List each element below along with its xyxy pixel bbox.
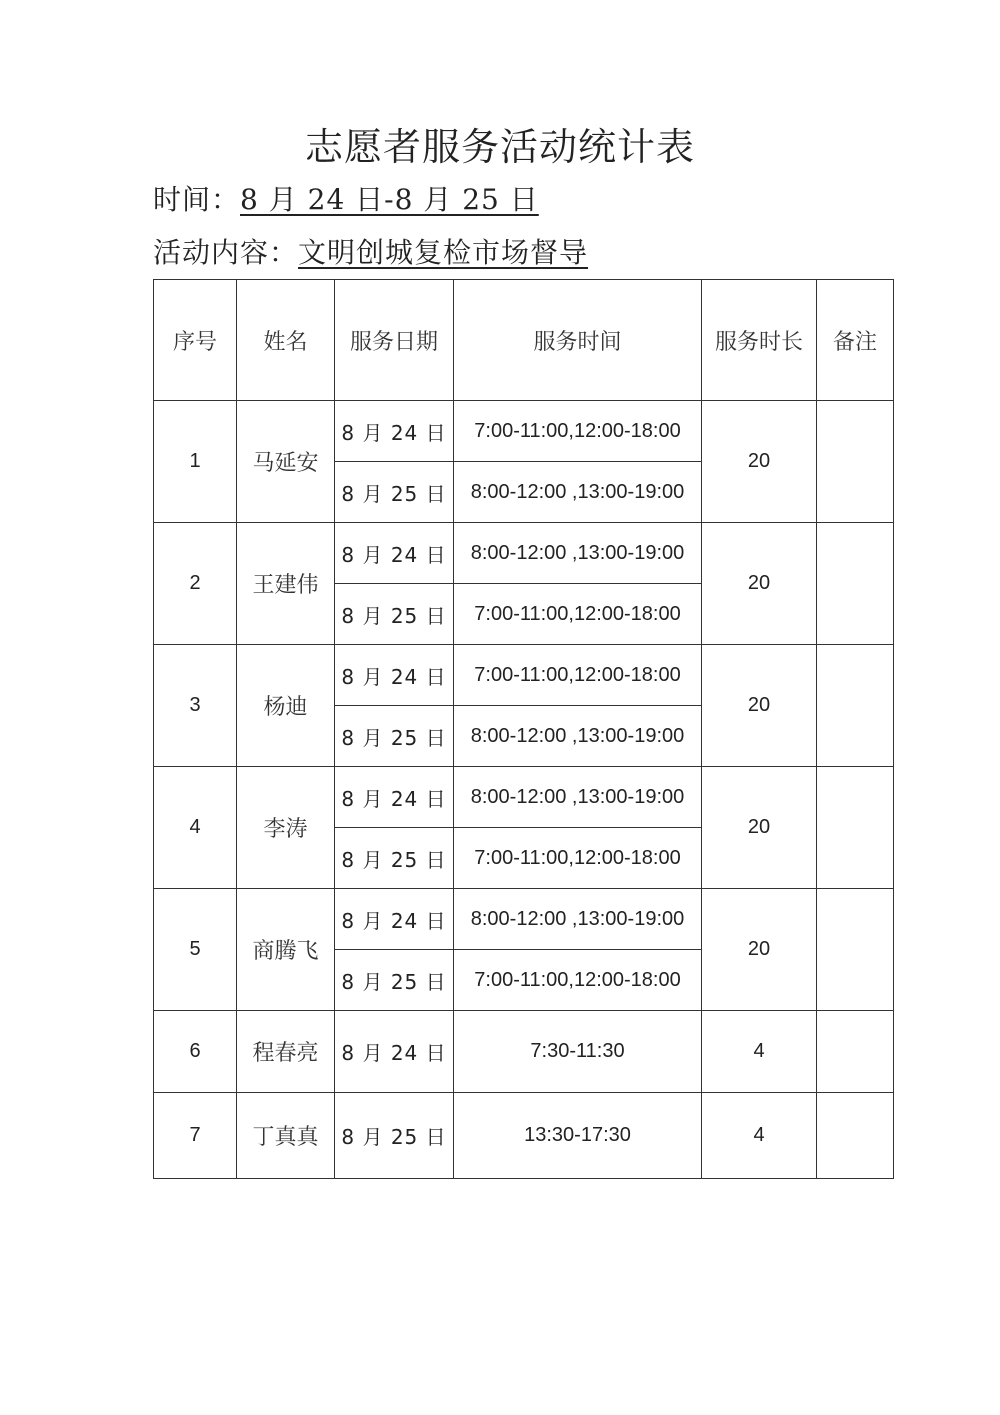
table-row bbox=[154, 401, 894, 462]
note-cell bbox=[817, 523, 894, 645]
note-cell bbox=[817, 401, 894, 523]
time-value: 8 月 24 日-8 月 25 日 bbox=[240, 183, 539, 216]
page-title: 志愿者服务活动统计表 bbox=[304, 125, 695, 169]
seq-cell: 7 bbox=[154, 1093, 237, 1179]
volunteer-stats-table bbox=[153, 279, 894, 1179]
time-cell: 8:00-12:00 ,13:00-19:00 bbox=[454, 706, 702, 767]
header-note: 备注 bbox=[817, 280, 894, 401]
note-cell bbox=[817, 767, 894, 889]
time-cell: 7:00-11:00,12:00-18:00 bbox=[454, 645, 702, 706]
hours-cell: 20 bbox=[702, 889, 817, 1011]
note-cell bbox=[817, 645, 894, 767]
time-cell: 7:00-11:00,12:00-18:00 bbox=[454, 584, 702, 645]
table-row bbox=[154, 889, 894, 950]
table-row bbox=[154, 523, 894, 584]
header-date: 服务日期 bbox=[335, 280, 454, 401]
time-line bbox=[153, 180, 539, 220]
seq-cell: 6 bbox=[154, 1011, 237, 1093]
seq-cell: 4 bbox=[154, 767, 237, 889]
name-cell: 李涛 bbox=[237, 767, 335, 889]
note-cell bbox=[817, 1011, 894, 1093]
time-cell: 13:30-17:30 bbox=[454, 1093, 702, 1179]
table-header-row bbox=[154, 280, 894, 401]
date-cell: 8 月 24 日 bbox=[335, 1011, 454, 1093]
time-label: 时间： bbox=[153, 183, 241, 216]
hours-cell: 20 bbox=[702, 401, 817, 523]
activity-content-value: 文明创城复检市场督导 bbox=[298, 236, 589, 269]
name-cell: 王建伟 bbox=[237, 523, 335, 645]
time-cell: 7:00-11:00,12:00-18:00 bbox=[454, 950, 702, 1011]
hours-cell: 20 bbox=[702, 523, 817, 645]
date-cell: 8 月 25 日 bbox=[335, 1093, 454, 1179]
note-cell bbox=[817, 889, 894, 1011]
header-time: 服务时间 bbox=[454, 280, 702, 401]
time-cell: 8:00-12:00 ,13:00-19:00 bbox=[454, 462, 702, 523]
time-cell: 8:00-12:00 ,13:00-19:00 bbox=[454, 523, 702, 584]
table-row bbox=[154, 1011, 894, 1093]
date-cell: 8 月 25 日 bbox=[335, 584, 454, 645]
note-cell bbox=[817, 1093, 894, 1179]
table-row bbox=[154, 1093, 894, 1179]
date-cell: 8 月 24 日 bbox=[335, 645, 454, 706]
header-name: 姓名 bbox=[237, 280, 335, 401]
time-cell: 7:00-11:00,12:00-18:00 bbox=[454, 828, 702, 889]
date-cell: 8 月 25 日 bbox=[335, 950, 454, 1011]
activity-content-line bbox=[153, 233, 588, 273]
table-row bbox=[154, 767, 894, 828]
time-cell: 7:30-11:30 bbox=[454, 1011, 702, 1093]
seq-cell: 1 bbox=[154, 401, 237, 523]
hours-cell: 20 bbox=[702, 645, 817, 767]
table-row bbox=[154, 645, 894, 706]
name-cell: 程春亮 bbox=[237, 1011, 335, 1093]
date-cell: 8 月 25 日 bbox=[335, 462, 454, 523]
date-cell: 8 月 25 日 bbox=[335, 706, 454, 767]
name-cell: 商腾飞 bbox=[237, 889, 335, 1011]
date-cell: 8 月 24 日 bbox=[335, 401, 454, 462]
hours-cell: 4 bbox=[702, 1093, 817, 1179]
seq-cell: 3 bbox=[154, 645, 237, 767]
seq-cell: 2 bbox=[154, 523, 237, 645]
date-cell: 8 月 25 日 bbox=[335, 828, 454, 889]
time-cell: 8:00-12:00 ,13:00-19:00 bbox=[454, 767, 702, 828]
name-cell: 杨迪 bbox=[237, 645, 335, 767]
date-cell: 8 月 24 日 bbox=[335, 523, 454, 584]
seq-cell: 5 bbox=[154, 889, 237, 1011]
date-cell: 8 月 24 日 bbox=[335, 889, 454, 950]
time-cell: 7:00-11:00,12:00-18:00 bbox=[454, 401, 702, 462]
header-hours: 服务时长 bbox=[702, 280, 817, 401]
hours-cell: 20 bbox=[702, 767, 817, 889]
hours-cell: 4 bbox=[702, 1011, 817, 1093]
activity-content-label: 活动内容： bbox=[153, 236, 299, 269]
time-cell: 8:00-12:00 ,13:00-19:00 bbox=[454, 889, 702, 950]
date-cell: 8 月 24 日 bbox=[335, 767, 454, 828]
name-cell: 马延安 bbox=[237, 401, 335, 523]
name-cell: 丁真真 bbox=[237, 1093, 335, 1179]
header-seq: 序号 bbox=[154, 280, 237, 401]
